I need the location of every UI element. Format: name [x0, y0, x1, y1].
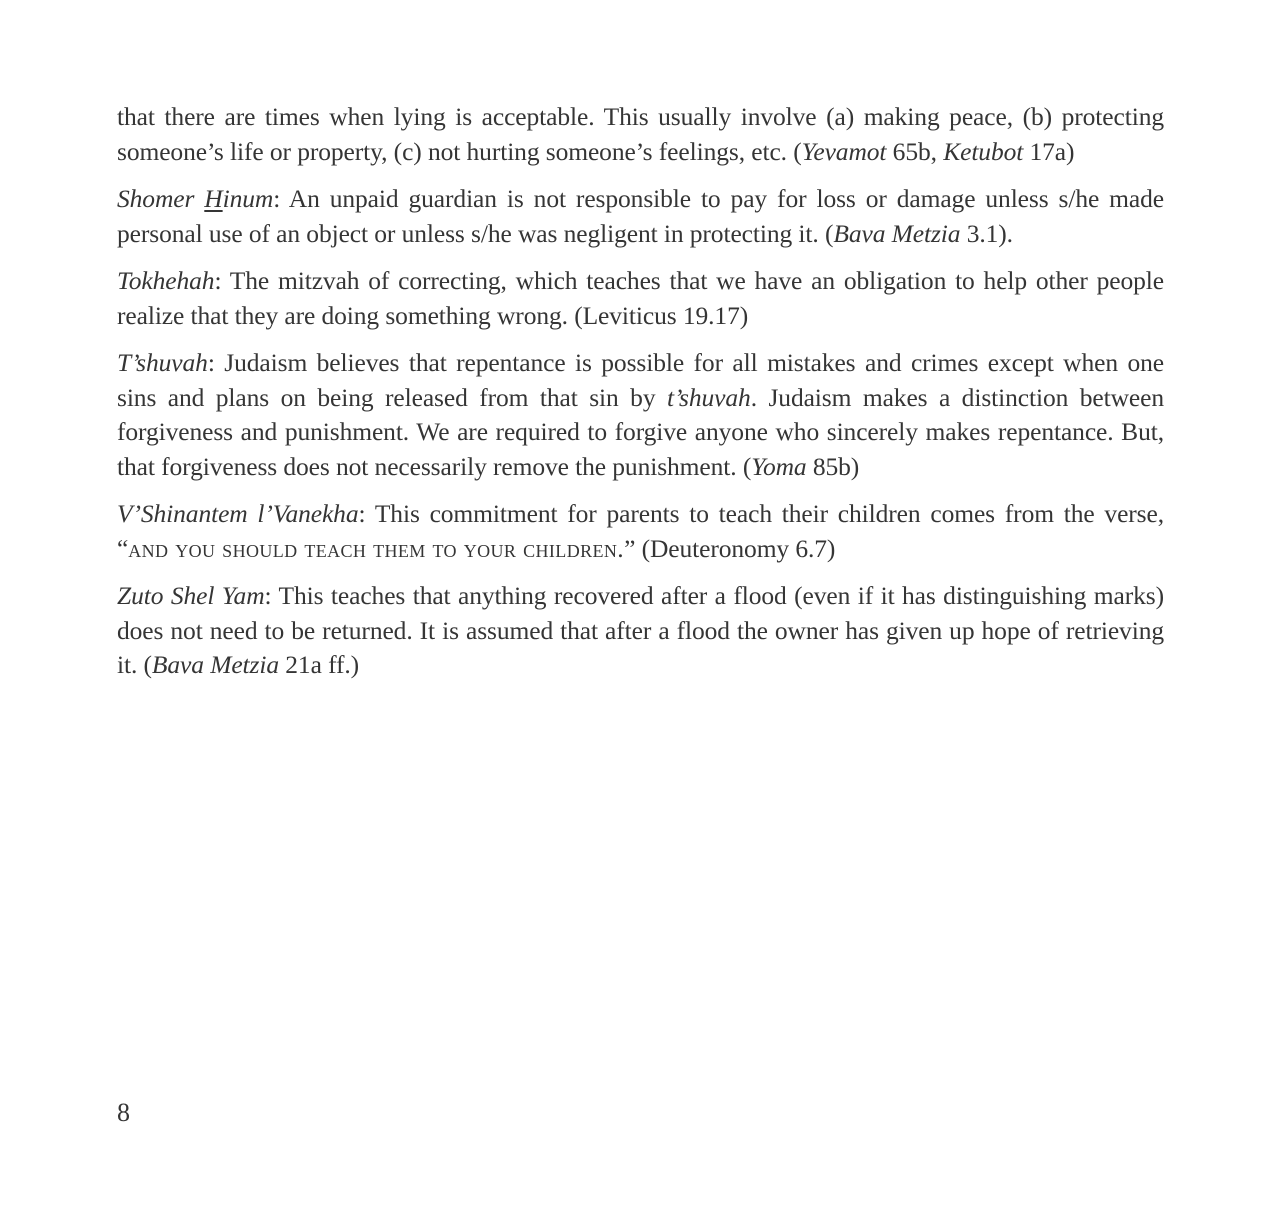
page-number: 8: [117, 1098, 130, 1127]
text-segment: Zuto Shel Yam: [117, 581, 265, 610]
text-segment: Bava Metzia: [833, 218, 961, 248]
text-segment: that there are times when lying is acceptable. This usually involve (a) making peace, (b) protecting someone’s life or property, (c) not hurting someone’s feelings, etc. (: [117, 102, 1164, 166]
text-segment: inum: [222, 184, 274, 213]
text-segment: T’shuvah: [117, 348, 208, 377]
text-segment: and you should teach them to your children.: [128, 533, 625, 563]
text-segment: Yevamot: [801, 136, 887, 166]
text-segment: t’shuvah: [666, 382, 751, 412]
text-segment: Yoma: [751, 451, 807, 481]
text-segment: : An unpaid guardian is not responsible to pay for loss or damage unless s/he made personal use of an object or unless s/he was negligent in protecting it. (: [117, 184, 1164, 248]
text-segment: ” (Deuteronomy 6.7): [624, 533, 836, 563]
text-segment: H: [204, 184, 223, 213]
text-segment: 3.1).: [960, 218, 1013, 248]
text-segment: V’Shinantem l’Vanekha: [117, 499, 359, 528]
text-segment: : This commitment for parents to teach their children comes from the verse, “: [117, 499, 1164, 563]
paragraph-lying-continuation: [117, 100, 1164, 169]
text-segment: Ketubot: [943, 136, 1024, 166]
text-segment: 17a): [1023, 136, 1075, 166]
paragraph-tokhehah: [117, 264, 1164, 333]
text-segment: 21a ff.): [279, 650, 360, 679]
text-segment: : Judaism believes that repentance is possible for all mistakes and crimes except when one sins and plans on being released from that sin by: [117, 348, 1164, 412]
paragraph-vshinantem-lvanekha: [117, 497, 1164, 566]
text-segment: Bava Metzia: [151, 650, 279, 679]
text-segment: . Judaism makes a distinction between forgiveness and punishment. We are required to forgive anyone who sincerely makes repentance. But, that forgiveness does not necessarily remove the punishment. (: [117, 382, 1164, 481]
text-segment: Tokhehah: [117, 266, 215, 295]
text-segment: : This teaches that anything recovered after a flood (even if it has distinguishing marks) does not need to be returned. It is assumed that after a flood the owner has given up hope of retrieving it. (: [117, 581, 1164, 679]
paragraph-tshuvah: [117, 346, 1164, 484]
paragraph-shomer-hinum: [117, 182, 1164, 251]
text-segment: Shomer: [117, 184, 205, 213]
paragraph-zuto-shel-yam: [117, 579, 1164, 683]
text-block: [117, 100, 1164, 696]
text-segment: 65b,: [886, 136, 944, 166]
text-segment: 85b): [806, 451, 860, 481]
text-segment: : The mitzvah of correcting, which teaches that we have an obligation to help other people realize that they are doing something wrong. (Leviticus 19.17): [117, 266, 1164, 330]
